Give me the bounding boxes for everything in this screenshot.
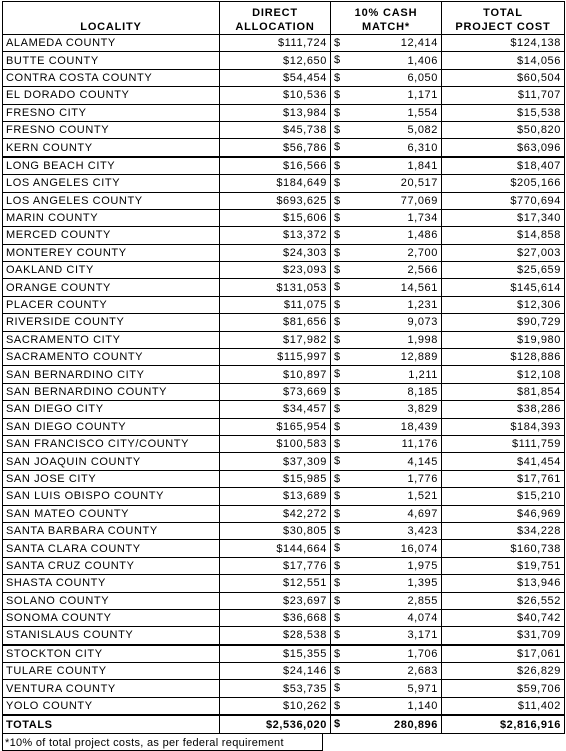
dollar-sign: $ bbox=[334, 368, 341, 381]
table-row bbox=[3, 663, 565, 680]
cash-match-cell bbox=[331, 697, 442, 715]
cash-match-cell bbox=[331, 418, 442, 435]
total-project-cost-cell: $11,402 bbox=[442, 697, 565, 715]
cash-match-value: 4,697 bbox=[407, 507, 438, 520]
locality-cell: EL DORADO COUNTY bbox=[3, 87, 220, 104]
total-project-cost-cell: $60,504 bbox=[442, 69, 565, 86]
table-row bbox=[3, 366, 565, 383]
total-project-cost-cell: $27,003 bbox=[442, 244, 565, 261]
table-row bbox=[3, 609, 565, 626]
direct-allocation-cell: $34,457 bbox=[220, 401, 331, 418]
table-row bbox=[3, 227, 565, 244]
direct-allocation-cell: $30,805 bbox=[220, 522, 331, 539]
cash-match-value: 6,310 bbox=[407, 141, 438, 154]
direct-allocation-cell: $23,697 bbox=[220, 592, 331, 609]
cash-match-value: 6,050 bbox=[407, 71, 438, 84]
cash-match-value: 12,889 bbox=[400, 351, 438, 364]
cash-match-value: 3,829 bbox=[407, 403, 438, 416]
header-cash-match bbox=[331, 2, 442, 35]
total-project-cost-cell: $19,751 bbox=[442, 557, 565, 574]
total-project-cost-cell: $11,707 bbox=[442, 87, 565, 104]
total-project-cost-cell: $46,969 bbox=[442, 505, 565, 522]
total-project-cost-cell: $111,759 bbox=[442, 435, 565, 452]
table-row bbox=[3, 540, 565, 557]
table-row bbox=[3, 175, 565, 192]
direct-allocation-cell: $37,309 bbox=[220, 453, 331, 470]
table-header-row bbox=[3, 2, 565, 35]
total-project-cost-cell: $124,138 bbox=[442, 35, 565, 52]
direct-allocation-cell: $28,538 bbox=[220, 627, 331, 645]
cash-match-value: 3,423 bbox=[407, 525, 438, 538]
direct-allocation-cell: $24,303 bbox=[220, 244, 331, 261]
table-row bbox=[3, 401, 565, 418]
header-direct-line-1: DIRECT bbox=[252, 7, 298, 19]
direct-allocation-cell: $12,650 bbox=[220, 52, 331, 69]
totals-label: TOTALS bbox=[3, 715, 220, 734]
locality-cell: VENTURA COUNTY bbox=[3, 680, 220, 697]
direct-allocation-cell: $45,738 bbox=[220, 121, 331, 138]
table-row bbox=[3, 697, 565, 715]
cash-match-value: 2,700 bbox=[407, 246, 438, 259]
locality-cell: BUTTE COUNTY bbox=[3, 52, 220, 69]
table-row bbox=[3, 331, 565, 348]
direct-allocation-cell: $693,625 bbox=[220, 192, 331, 209]
cash-match-cell bbox=[331, 175, 442, 192]
cash-match-value: 1,998 bbox=[407, 333, 438, 346]
locality-cell: MERCED COUNTY bbox=[3, 227, 220, 244]
cash-match-value: 9,073 bbox=[407, 316, 438, 329]
direct-allocation-cell: $15,606 bbox=[220, 209, 331, 226]
table-row bbox=[3, 209, 565, 226]
total-project-cost-cell: $145,614 bbox=[442, 279, 565, 296]
total-project-cost-cell: $59,706 bbox=[442, 680, 565, 697]
dollar-sign: $ bbox=[334, 211, 341, 224]
dollar-sign: $ bbox=[334, 629, 341, 642]
dollar-sign: $ bbox=[334, 611, 341, 624]
cash-match-cell bbox=[331, 557, 442, 574]
cash-match-cell bbox=[331, 104, 442, 121]
locality-cell: MONTEREY COUNTY bbox=[3, 244, 220, 261]
total-project-cost-cell: $17,061 bbox=[442, 645, 565, 663]
dollar-sign: $ bbox=[334, 559, 341, 572]
total-project-cost-cell: $26,829 bbox=[442, 663, 565, 680]
cash-match-value: 1,486 bbox=[407, 229, 438, 242]
header-cash-line-2: MATCH* bbox=[362, 21, 410, 33]
cash-match-cell bbox=[331, 505, 442, 522]
direct-allocation-cell: $10,536 bbox=[220, 87, 331, 104]
dollar-sign: $ bbox=[334, 403, 341, 416]
direct-allocation-cell: $24,146 bbox=[220, 663, 331, 680]
total-project-cost-cell: $14,858 bbox=[442, 227, 565, 244]
table-row bbox=[3, 279, 565, 296]
totals-cash-cell bbox=[331, 715, 442, 734]
total-project-cost-cell: $14,056 bbox=[442, 52, 565, 69]
total-project-cost-cell: $17,761 bbox=[442, 470, 565, 487]
cash-match-value: 4,074 bbox=[407, 612, 438, 625]
direct-allocation-cell: $111,724 bbox=[220, 35, 331, 52]
total-project-cost-cell: $128,886 bbox=[442, 349, 565, 366]
dollar-sign: $ bbox=[334, 281, 341, 294]
locality-cell: KERN COUNTY bbox=[3, 139, 220, 157]
direct-allocation-cell: $54,454 bbox=[220, 69, 331, 86]
total-project-cost-cell: $25,659 bbox=[442, 262, 565, 279]
cash-match-value: 1,231 bbox=[407, 299, 438, 312]
totals-direct: $2,536,020 bbox=[220, 715, 331, 734]
total-project-cost-cell: $50,820 bbox=[442, 121, 565, 138]
dollar-sign: $ bbox=[334, 647, 341, 660]
cash-match-cell bbox=[331, 522, 442, 539]
cash-match-cell bbox=[331, 435, 442, 452]
cash-match-cell bbox=[331, 262, 442, 279]
dollar-sign: $ bbox=[334, 524, 341, 537]
header-total-line-1: TOTAL bbox=[483, 7, 523, 19]
direct-allocation-cell: $13,689 bbox=[220, 488, 331, 505]
locality-cell: SANTA BARBARA COUNTY bbox=[3, 522, 220, 539]
table-row bbox=[3, 52, 565, 69]
total-project-cost-cell: $160,738 bbox=[442, 540, 565, 557]
total-project-cost-cell: $18,407 bbox=[442, 157, 565, 175]
table-row bbox=[3, 139, 565, 157]
cash-match-cell bbox=[331, 296, 442, 313]
table-row bbox=[3, 349, 565, 366]
cash-match-value: 1,395 bbox=[407, 577, 438, 590]
total-project-cost-cell: $81,854 bbox=[442, 383, 565, 400]
table-row bbox=[3, 453, 565, 470]
total-project-cost-cell: $34,228 bbox=[442, 522, 565, 539]
locality-cell: SAN MATEO COUNTY bbox=[3, 505, 220, 522]
dollar-sign: $ bbox=[334, 385, 341, 398]
cash-match-cell bbox=[331, 575, 442, 592]
dollar-sign: $ bbox=[334, 437, 341, 450]
cash-match-value: 1,140 bbox=[407, 700, 438, 713]
dollar-sign: $ bbox=[334, 123, 341, 136]
header-cash-line-1: 10% CASH bbox=[354, 7, 418, 19]
cash-match-value: 77,069 bbox=[400, 194, 438, 207]
cash-match-value: 1,734 bbox=[407, 212, 438, 225]
direct-allocation-cell: $23,093 bbox=[220, 262, 331, 279]
total-project-cost-cell: $63,096 bbox=[442, 139, 565, 157]
table-row bbox=[3, 418, 565, 435]
cash-match-cell bbox=[331, 227, 442, 244]
total-project-cost-cell: $38,286 bbox=[442, 401, 565, 418]
total-project-cost-cell: $13,946 bbox=[442, 575, 565, 592]
dollar-sign: $ bbox=[334, 298, 341, 311]
direct-allocation-cell: $15,355 bbox=[220, 645, 331, 663]
dollar-sign: $ bbox=[334, 316, 341, 329]
direct-allocation-cell: $73,669 bbox=[220, 383, 331, 400]
cash-match-value: 1,975 bbox=[407, 559, 438, 572]
locality-cell: SHASTA COUNTY bbox=[3, 575, 220, 592]
locality-cell: SAN LUIS OBISPO COUNTY bbox=[3, 488, 220, 505]
dollar-sign: $ bbox=[334, 54, 341, 67]
total-project-cost-cell: $17,340 bbox=[442, 209, 565, 226]
direct-allocation-cell: $13,984 bbox=[220, 104, 331, 121]
locality-cell: SAN BERNARDINO CITY bbox=[3, 366, 220, 383]
direct-allocation-cell: $100,583 bbox=[220, 435, 331, 452]
table-row bbox=[3, 296, 565, 313]
table-row bbox=[3, 435, 565, 452]
footnote: *10% of total project costs, as per federal requirement bbox=[2, 734, 323, 751]
locality-cell: SOLANO COUNTY bbox=[3, 592, 220, 609]
totals-cash: 280,896 bbox=[394, 718, 438, 731]
table-row bbox=[3, 645, 565, 663]
cash-match-value: 20,517 bbox=[400, 177, 438, 190]
table-row bbox=[3, 557, 565, 574]
cash-match-cell bbox=[331, 680, 442, 697]
cash-match-value: 1,521 bbox=[407, 490, 438, 503]
table-row bbox=[3, 157, 565, 175]
cash-match-value: 3,171 bbox=[407, 629, 438, 642]
dollar-sign: $ bbox=[334, 37, 341, 49]
table-row bbox=[3, 627, 565, 645]
cash-match-cell bbox=[331, 314, 442, 331]
total-project-cost-cell: $770,694 bbox=[442, 192, 565, 209]
allocation-table bbox=[2, 1, 565, 734]
direct-allocation-cell: $11,075 bbox=[220, 296, 331, 313]
table-row bbox=[3, 69, 565, 86]
dollar-sign: $ bbox=[334, 472, 341, 485]
table-row bbox=[3, 505, 565, 522]
dollar-sign: $ bbox=[334, 577, 341, 590]
locality-cell: SAN JOSE CITY bbox=[3, 470, 220, 487]
direct-allocation-cell: $144,664 bbox=[220, 540, 331, 557]
dollar-sign: $ bbox=[334, 194, 341, 207]
cash-match-value: 4,145 bbox=[407, 455, 438, 468]
totals-total: $2,816,916 bbox=[442, 715, 565, 734]
header-total-line-2: PROJECT COST bbox=[455, 21, 551, 33]
dollar-sign: $ bbox=[334, 141, 341, 154]
dollar-sign: $ bbox=[334, 246, 341, 259]
header-direct-allocation bbox=[220, 2, 331, 35]
locality-cell: FRESNO COUNTY bbox=[3, 121, 220, 138]
dollar-sign: $ bbox=[334, 507, 341, 520]
direct-allocation-cell: $36,668 bbox=[220, 609, 331, 626]
table-row bbox=[3, 35, 565, 52]
cash-match-value: 1,776 bbox=[407, 472, 438, 485]
allocation-table-page bbox=[2, 1, 564, 751]
locality-cell: STANISLAUS COUNTY bbox=[3, 627, 220, 645]
dollar-sign: $ bbox=[334, 264, 341, 277]
locality-cell: SAN JOAQUIN COUNTY bbox=[3, 453, 220, 470]
dollar-sign: $ bbox=[334, 333, 341, 346]
table-row bbox=[3, 522, 565, 539]
direct-allocation-cell: $184,649 bbox=[220, 175, 331, 192]
total-project-cost-cell: $12,306 bbox=[442, 296, 565, 313]
cash-match-cell bbox=[331, 609, 442, 626]
locality-cell: CONTRA COSTA COUNTY bbox=[3, 69, 220, 86]
locality-cell: SAN FRANCISCO CITY/COUNTY bbox=[3, 435, 220, 452]
cash-match-cell bbox=[331, 35, 442, 52]
locality-cell: LOS ANGELES COUNTY bbox=[3, 192, 220, 209]
cash-match-value: 1,406 bbox=[407, 54, 438, 67]
locality-cell: LOS ANGELES CITY bbox=[3, 175, 220, 192]
table-row bbox=[3, 592, 565, 609]
locality-cell: ALAMEDA COUNTY bbox=[3, 35, 220, 52]
cash-match-cell bbox=[331, 470, 442, 487]
cash-match-value: 1,554 bbox=[407, 106, 438, 119]
table-row bbox=[3, 488, 565, 505]
dollar-sign: $ bbox=[334, 542, 341, 555]
cash-match-value: 11,176 bbox=[401, 438, 438, 451]
table-row bbox=[3, 575, 565, 592]
cash-match-value: 2,855 bbox=[407, 594, 438, 607]
locality-cell: STOCKTON CITY bbox=[3, 645, 220, 663]
cash-match-value: 2,566 bbox=[407, 264, 438, 277]
direct-allocation-cell: $42,272 bbox=[220, 505, 331, 522]
totals-row bbox=[3, 715, 565, 734]
cash-match-value: 5,082 bbox=[407, 124, 438, 137]
cash-match-cell bbox=[331, 627, 442, 645]
cash-match-cell bbox=[331, 540, 442, 557]
table-row bbox=[3, 314, 565, 331]
direct-allocation-cell: $115,997 bbox=[220, 349, 331, 366]
locality-cell: TULARE COUNTY bbox=[3, 663, 220, 680]
cash-match-cell bbox=[331, 244, 442, 261]
header-direct-line-2: ALLOCATION bbox=[235, 21, 315, 33]
total-project-cost-cell: $184,393 bbox=[442, 418, 565, 435]
cash-match-cell bbox=[331, 349, 442, 366]
cash-match-value: 1,171 bbox=[407, 89, 438, 102]
dollar-sign: $ bbox=[334, 177, 341, 190]
total-project-cost-cell: $41,454 bbox=[442, 453, 565, 470]
total-project-cost-cell: $15,538 bbox=[442, 104, 565, 121]
cash-match-cell bbox=[331, 192, 442, 209]
header-locality: LOCALITY bbox=[3, 2, 220, 35]
total-project-cost-cell: $90,729 bbox=[442, 314, 565, 331]
cash-match-cell bbox=[331, 209, 442, 226]
cash-match-value: 18,439 bbox=[400, 420, 438, 433]
cash-match-cell bbox=[331, 52, 442, 69]
direct-allocation-cell: $13,372 bbox=[220, 227, 331, 244]
locality-cell: OAKLAND CITY bbox=[3, 262, 220, 279]
direct-allocation-cell: $81,656 bbox=[220, 314, 331, 331]
table-row bbox=[3, 680, 565, 697]
table-row bbox=[3, 192, 565, 209]
cash-match-cell bbox=[331, 592, 442, 609]
cash-match-cell bbox=[331, 87, 442, 104]
dollar-sign: $ bbox=[334, 594, 341, 607]
total-project-cost-cell: $205,166 bbox=[442, 175, 565, 192]
locality-cell: PLACER COUNTY bbox=[3, 296, 220, 313]
cash-match-cell bbox=[331, 366, 442, 383]
direct-allocation-cell: $16,566 bbox=[220, 157, 331, 175]
cash-match-cell bbox=[331, 383, 442, 400]
dollar-sign: $ bbox=[334, 490, 341, 503]
direct-allocation-cell: $17,776 bbox=[220, 557, 331, 574]
cash-match-value: 14,561 bbox=[400, 281, 438, 294]
locality-cell: YOLO COUNTY bbox=[3, 697, 220, 715]
total-project-cost-cell: $12,108 bbox=[442, 366, 565, 383]
table-row bbox=[3, 383, 565, 400]
cash-match-cell bbox=[331, 69, 442, 86]
dollar-sign: $ bbox=[334, 159, 341, 172]
locality-cell: MARIN COUNTY bbox=[3, 209, 220, 226]
locality-cell: SAN BERNARDINO COUNTY bbox=[3, 383, 220, 400]
cash-match-cell bbox=[331, 331, 442, 348]
dollar-sign: $ bbox=[334, 351, 341, 364]
dollar-sign: $ bbox=[334, 229, 341, 242]
cash-match-cell bbox=[331, 279, 442, 296]
cash-match-cell bbox=[331, 401, 442, 418]
table-row bbox=[3, 121, 565, 138]
cash-match-value: 5,971 bbox=[407, 682, 438, 695]
header-total-project-cost bbox=[442, 2, 565, 35]
table-row bbox=[3, 470, 565, 487]
dollar-sign: $ bbox=[334, 106, 341, 119]
dollar-sign: $ bbox=[334, 682, 341, 695]
locality-cell: FRESNO CITY bbox=[3, 104, 220, 121]
total-project-cost-cell: $26,552 bbox=[442, 592, 565, 609]
direct-allocation-cell: $15,985 bbox=[220, 470, 331, 487]
totals-dollar-sign: $ bbox=[334, 718, 341, 731]
direct-allocation-cell: $12,551 bbox=[220, 575, 331, 592]
table-row bbox=[3, 87, 565, 104]
dollar-sign: $ bbox=[334, 71, 341, 84]
total-project-cost-cell: $15,210 bbox=[442, 488, 565, 505]
cash-match-cell bbox=[331, 139, 442, 157]
locality-cell: SANTA CRUZ COUNTY bbox=[3, 557, 220, 574]
cash-match-value: 1,841 bbox=[407, 159, 438, 172]
cash-match-cell bbox=[331, 453, 442, 470]
cash-match-value: 8,185 bbox=[407, 386, 438, 398]
dollar-sign: $ bbox=[334, 665, 341, 678]
table-row bbox=[3, 262, 565, 279]
cash-match-cell bbox=[331, 157, 442, 175]
direct-allocation-cell: $56,786 bbox=[220, 139, 331, 157]
cash-match-value: 16,074 bbox=[400, 542, 438, 555]
total-project-cost-cell: $31,709 bbox=[442, 627, 565, 645]
direct-allocation-cell: $131,053 bbox=[220, 279, 331, 296]
table-row bbox=[3, 104, 565, 121]
locality-cell: ORANGE COUNTY bbox=[3, 279, 220, 296]
cash-match-cell bbox=[331, 488, 442, 505]
locality-cell: LONG BEACH CITY bbox=[3, 157, 220, 175]
locality-cell: SACRAMENTO COUNTY bbox=[3, 349, 220, 366]
locality-cell: SAN DIEGO COUNTY bbox=[3, 418, 220, 435]
direct-allocation-cell: $17,982 bbox=[220, 331, 331, 348]
locality-cell: SONOMA COUNTY bbox=[3, 609, 220, 626]
cash-match-value: 2,683 bbox=[407, 665, 438, 678]
locality-cell: SAN DIEGO CITY bbox=[3, 401, 220, 418]
cash-match-value: 12,414 bbox=[400, 37, 438, 50]
direct-allocation-cell: $10,262 bbox=[220, 697, 331, 715]
cash-match-cell bbox=[331, 645, 442, 663]
dollar-sign: $ bbox=[334, 420, 341, 433]
cash-match-value: 1,211 bbox=[408, 368, 438, 381]
table-row bbox=[3, 244, 565, 261]
dollar-sign: $ bbox=[334, 89, 341, 102]
direct-allocation-cell: $165,954 bbox=[220, 418, 331, 435]
dollar-sign: $ bbox=[334, 699, 341, 712]
direct-allocation-cell: $53,735 bbox=[220, 680, 331, 697]
locality-cell: RIVERSIDE COUNTY bbox=[3, 314, 220, 331]
cash-match-cell bbox=[331, 663, 442, 680]
total-project-cost-cell: $40,742 bbox=[442, 609, 565, 626]
dollar-sign: $ bbox=[334, 455, 341, 468]
direct-allocation-cell: $10,897 bbox=[220, 366, 331, 383]
total-project-cost-cell: $19,980 bbox=[442, 331, 565, 348]
cash-match-cell bbox=[331, 121, 442, 138]
locality-cell: SACRAMENTO CITY bbox=[3, 331, 220, 348]
locality-cell: SANTA CLARA COUNTY bbox=[3, 540, 220, 557]
cash-match-value: 1,706 bbox=[407, 647, 438, 660]
